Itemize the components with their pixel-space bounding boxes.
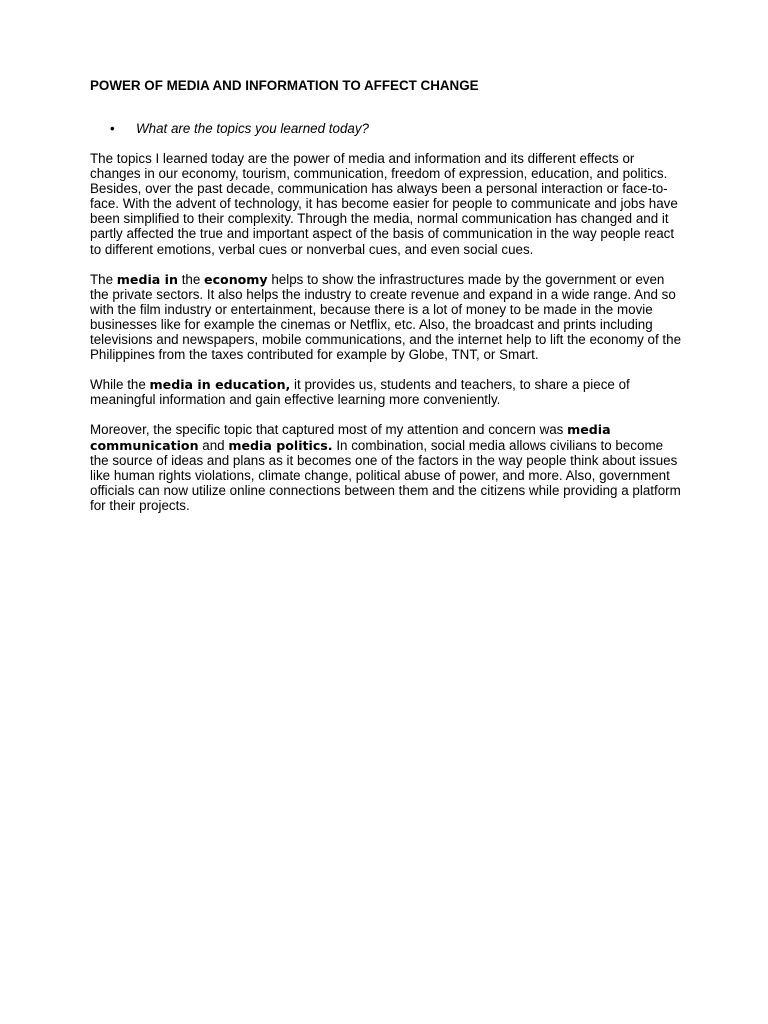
bold-term: media in education,: [149, 377, 291, 393]
paragraph-text: the: [177, 271, 205, 287]
bold-term: media communication: [90, 422, 611, 453]
paragraph-education: [90, 377, 682, 407]
paragraph-topics: The topics I learned today are the power of media and information and its different effects or changes in our economy, tourism, communication, freedom of expression, education, and politics. Besides, over the past decade, communication has always been a personal interaction or face-to-face. With the advent of technology, it has become easier for people to communicate and jobs have been simplified to their complexity. Through the media, normal communication has changed and it partly affected the true and important aspect of the basis of communication in the way people react to different emotions, verbal cues or nonverbal cues, and even social cues.: [90, 151, 678, 257]
paragraph-text: and: [198, 437, 229, 453]
paragraph-text: While the: [90, 377, 150, 393]
bold-term: media in: [116, 271, 178, 287]
question-list: [90, 121, 682, 137]
paragraph-text: Moreover, the specific topic that captured most of my attention and concern was: [90, 422, 568, 438]
document-title: POWER OF MEDIA AND INFORMATION TO AFFECT CHANGE: [90, 78, 479, 93]
bold-term: economy: [204, 271, 268, 287]
paragraph-text: it provides us, students and teachers, to share a piece of meaningful information and gain effective learning more conveniently.: [90, 377, 630, 408]
paragraph-economy: [90, 272, 682, 363]
paragraph-communication-politics: [90, 422, 682, 513]
document-page: [90, 78, 682, 528]
paragraph-text: In combination, social media allows civilians to become the source of ideas and plans as it becomes one of the factors in the way people think about issues like human rights violations, climate change, political abuse of power, and more. Also, government officials can now utilize online connections between them and the citizens while providing a platform for their projects.: [90, 437, 681, 513]
question-text: What are the topics you learned today?: [136, 121, 369, 136]
question-item: [90, 121, 682, 137]
paragraph-text: The: [90, 271, 117, 287]
bullet-icon: •: [110, 121, 115, 136]
bold-term: media politics.: [228, 437, 333, 453]
paragraph-text: helps to show the infrastructures made by the government or even the private sectors. It also helps the industry to create revenue and expand in a wide range. And so with the film industry or entertainment, because there is a lot of money to be made in the movie businesses like for example the cinemas or Netflix, etc. Also, the broadcast and prints including televisions and newspapers, mobile communications, and the internet help to lift the economy of the Philippines from the taxes contributed for example by Globe, TNT, or Smart.: [90, 271, 682, 363]
